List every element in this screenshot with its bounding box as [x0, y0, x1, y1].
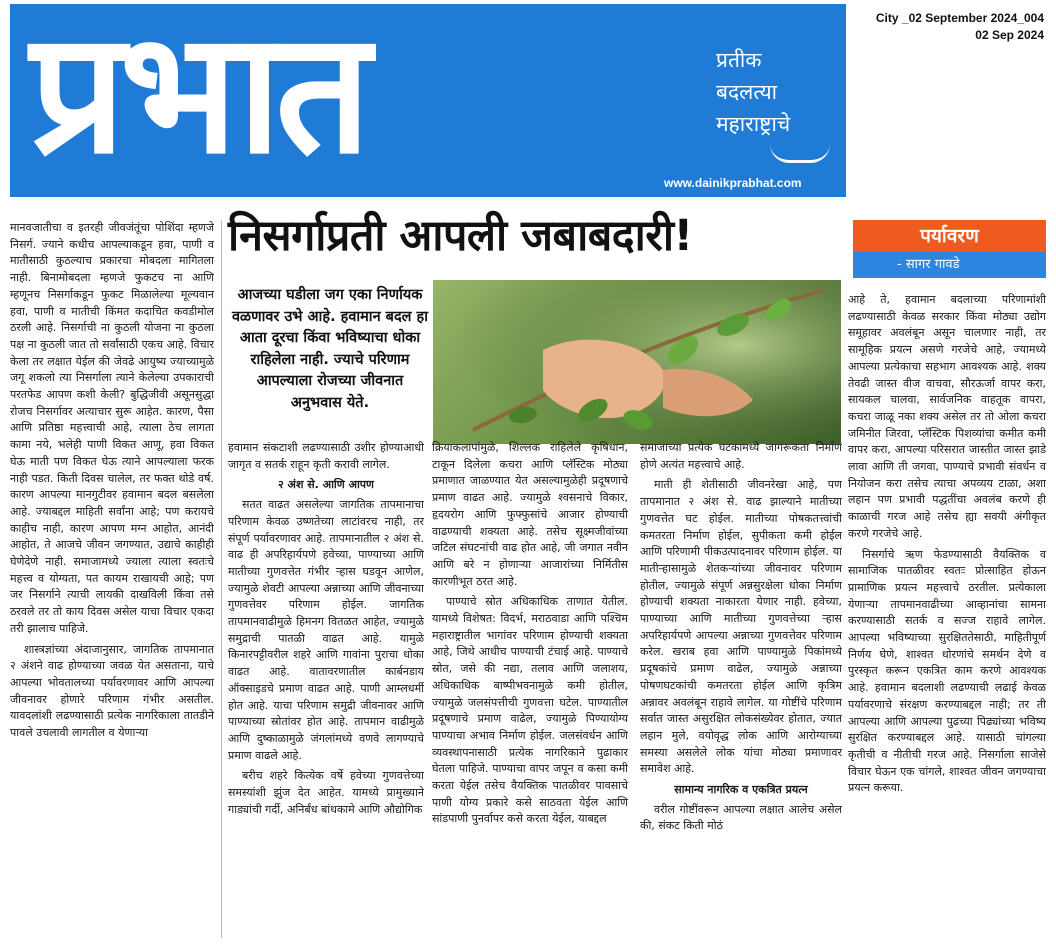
article-column-2	[228, 440, 424, 938]
col1-paragraph-1: मानवजातीचा व इतरही जीवजंतूंचा पोशिंदा म्हणजे निसर्ग. ज्याने कधीच आपल्याकडून हवा, पाणी व मातीसाठी कुठल्याच प्रकारचा मोबदला मागितला नाही. बिनामोबदला म्हणजे फुकटच ना आणि म्हणूनच निसर्गाकडून फुकट मिळालेल्या मूल्यवान हवा, पाणी व मातीची किंमत कदाचित कवडीमोल ठरली आहे. निसर्गाची ना कुठली योजना ना कुठला पक्ष ना कुठली जात तो सर्वांसाठी एकच आहे. विचार केला तर लक्षात येईल की जेवढे आयुष्य ज्याच्यामुळे जगू शकलो त्या निसर्गाला त्याने केलेल्या उपकाराची परतफेड आपण कशी केली? बुद्धिजीवी असूनसुद्धा रोजच निसर्गावर अत्याचार सुरू आहेत. कारण, पैसा आणि प्रतिष्ठा महत्त्वाची आहे, त्याला ठेच लागता कामा नये, भलेही पाणी विकत आणू, हवा विकत घेऊ माती पण विकत घेऊ त्याने आपल्याला फरक नाही पडत. किती दिवस चालेल, तर फक्त थोडे वर्ष. कारण आपल्या मानगुटीवर हवामान बदल बसलेला आहे. ज्याबद्दल माहिती सर्वांना आहे; पण करायचे काहीच नाही, कारण आपण मग्न आहोत, आनंदी आहोत, ते आजचे जीवन जगण्यात, उद्याचे काहीही घेणेदेणे नाही. समाजामध्ये ज्याला त्याला स्वतःचे महत्त्व व योग्यता, पत कायम राखायची आहे; पण जर निसर्गाने त्याची लायकी दाखविली किंवा तसे ठरवले तर तो काय दिवस असेल याचा विचार एकदा तरी झालाच पाहिजे.	[10, 221, 214, 635]
masthead-tagline	[716, 44, 790, 140]
col2-subheading: २ अंश से. आणि आपण	[277, 478, 375, 492]
article-column-5	[848, 292, 1046, 938]
column-divider	[221, 220, 222, 938]
article-intro: आजच्या घडीला जग एका निर्णायक वळणावर उभे आहे. हवामान बदल हा आता दूरचा किंवा भविष्याचा धोका राहिलेला नाही. ज्याचे परिणाम आपल्याला रोजच्या जीवनात अनुभवास येते.	[232, 287, 428, 411]
masthead	[10, 4, 846, 197]
tagline-line-3: महाराष्ट्राचे	[716, 112, 791, 136]
tagline-line-1: प्रतीक	[716, 48, 762, 72]
col4-paragraph-3: वरील गोष्टींवरून आपल्या लक्षात आलेच असेल की, संकट किती मोठं	[640, 802, 842, 833]
article-column-4	[640, 440, 842, 938]
article-headline: निसर्गाप्रती आपली जबाबदारी!	[228, 211, 693, 261]
tagline-line-2: बदलत्या	[716, 80, 778, 104]
article-photo	[433, 280, 841, 444]
section-label: पर्यावरण	[853, 220, 1046, 252]
col1-paragraph-2: शास्त्रज्ञांच्या अंदाजानुसार, जागतिक तापमानात २ अंशने वाढ होण्याच्या जवळ येत असताना, याचे आपल्या भोवतालच्या पर्यावरणावर आणि आपल्या जीवनावर होणारे परिणाम गंभीर असतील. यावदलांशी लढण्यासाठी प्रत्येक नागरिकाला तातडीने पावले उचलावी लागतील व येणाऱ्या	[10, 642, 214, 740]
author-byline: - सागर गावडे	[853, 252, 1046, 278]
col5-paragraph-1: आहे ते, हवामान बदलाच्या परिणामांशी लढण्यासाठी केवळ सरकार किंवा मोठ्या उद्योग समूहावर अवलंबून असून चालणार नाही, तर सामूहिक प्रयत्न असणे गरजेचे आहे, ज्यामध्ये आपल्या प्रत्येकाचा सहभाग आवश्यक आहे. शक्य तेवढी जास्त वीज वाचवा, सौरऊर्जा वापर करा, सायकल चालवा, सार्वजनिक वाहतूक वापरा, कचरा जाळू नका शक्य असेल तर तो ओला कचरा जमिनीत जिरवा, प्लॅस्टिक पिशव्यांचा कमीत कमी वापर करा, आपल्या परिसरात जास्तीत जास्त झाडे लावा आणि ती जगवा, पाण्याचे प्रभावी संवर्धन व नियोजन करा तसेच त्याचा अपव्यय टाळा, अशा लहान पण प्रभावी पद्धतींचा अवलंब करणे ही काळाची गरज आहे तसेच ह्या सवयी अंगीकृत करणे गरजेचे आहे.	[848, 293, 1046, 540]
col2-paragraph-3: बरीच शहरे कित्येक वर्षे हवेच्या गुणवत्तेच्या समस्यांशी झुंज देत आहेत. यामध्ये प्रामुख्याने गाड्यांची गर्दी, अनिर्बंध बांधकामे आणि औद्योगिक	[228, 769, 424, 816]
swoosh-decoration	[770, 144, 830, 163]
hand-holding-twig-illustration	[433, 280, 841, 444]
article-column-3	[432, 440, 628, 938]
col2-paragraph-1: हवामान संकटाशी लढण्यासाठी उशीर होण्याआधी जागृत व सतर्क राहून कृती करावी लागेल.	[228, 441, 424, 471]
col3-paragraph-2: पाण्याचे स्रोत अधिकाधिक ताणात येतील. यामध्ये विशेषत: विदर्भ, मराठवाडा आणि पश्चिम महाराष्ट्रातील भागांवर परिणाम होण्याची शक्यता आहे, जिथे आधीच पाण्याची टंचाई आहे. पाण्याचे स्रोत, जसे की नद्या, तलाव आणि जलाशय, अधिकाधिक बाष्पीभवनामुळे कमी होतील, ज्यामुळे जलसंपत्तीची गुणवत्ता घटेल. पाण्यातील प्रदूषणाचे प्रमाण वाढेल, ज्यामुळे पिण्यायोग्य पाण्याचा अभाव निर्माण होईल. जलसंवर्धन आणि व्यवस्थापनासाठी प्रत्येक नागरिकाने पुढाकार घेतला पाहिजे. पाण्याचा वापर जपून व कसा कमी करता येईल तसेच वैयक्तिक पातळीवर पावसाचे पाणी योग्य प्रकारे कसे साठवता येईल आणि सांडपाणी पुनर्वापर कसे करता येईल, याबद्दल	[432, 595, 628, 826]
edition-label: City _02 September 2024_004	[875, 11, 1044, 25]
col5-paragraph-2: निसर्गाचे ऋण फेडण्यासाठी वैयक्तिक व सामाजिक पातळीवर स्वतःः प्रोत्साहित होऊन प्रामाणिक प्रयत्न महत्त्वाचे ठरतील. प्रत्येकाला येणाऱ्या तापमानवाढीच्या आव्हानांचा सामना करण्यासाठी सतर्क व सज्ज राहावे लागेल. आपल्या भविष्याच्या सुरक्षिततेसाठी, माहितीपूर्ण निर्णय घेणे, शाश्वत धोरणांचे समर्थन देणे व पुरस्कृत करून एकत्रित काम करणे आवश्यक आहे. हवामान बदलाशी लढण्याची लढाई केवळ पर्यावरणाचे संरक्षण करण्याबद्दल नाही; तर ती आपल्या आणि आपल्या पुढच्या पिढ्यांच्या भविष्य सुरक्षित करण्याबद्दल आहे. यासाठी चांगल्या कृतीची व नीतीची गरज आहे. निसर्गाला साजेसे विचार घेऊन एक चांगले, शाश्वत जीवन जगण्याचा प्रयत्न करूया.	[848, 547, 1046, 795]
col4-paragraph-1: समाजाच्या प्रत्येक घटकामध्ये जागरूकता निर्माण होणे अत्यंत महत्त्वाचे आहे.	[640, 441, 842, 471]
col2-paragraph-2: सतत वाढत असलेल्या जागतिक तापमानाचा परिणाम केवळ उष्णतेच्या लाटांवरच नाही, तर संपूर्ण पर्यावरणावर आहे. तापमानातील २ अंश से. वाढ ही अपरिहार्यपणे हवेच्या, पाण्याच्या आणि मातीच्या गुणवत्तेत गंभीर ऱ्हास घडवून आणेल, ज्यामुळे शेवटी आपल्या अन्नाच्या आणि जीवनाच्या गुणवत्तेवर परिणाम होईल. जागतिक तापमानवाढीमुळे हिमनग वितळत आहेत, ज्यामुळे समुद्राची पातळी वाढत आहे. यामुळे किनारपट्टीवरील शहरे आणि गावांना पुराचा धोका वाढत आहे. वातावरणातील कार्बनडाय ऑक्साइडचे प्रमाण वाढत आहे. पाणी आम्लधर्मी होत आहे. याचा परिणाम समुद्री जीवनावर आणि पाण्याच्या स्रोतांवर होत आहे. तापमान वाढीमुळे आणि दुष्काळामुळे जंगलांमध्ये वणवे लागण्याचे प्रमाण वाढले आहे.	[228, 498, 424, 762]
website-url: www.dainikprabhat.com	[664, 176, 802, 190]
col3-paragraph-1: क्रियाकलापांमुळे, शिल्लक राहिलेले कृषिधान, टाकून दिलेला कचरा आणि प्लॅस्टिक मोठ्या प्रमाणात जाळण्यात येत असल्यामुळेही प्रदूषणाचे प्रमाण वाढत आहे. ज्यामुळे श्वसनाचे विकार, हृदयरोग आणि फुफ्फुसांचे आजार होण्याची वाढण्याची शक्यता आहे. तसेच सूक्ष्मजीवांच्या जटिल संघटनांची वाढ होत आहे, जी जगात नवीन आणि बरे न होणाऱ्या आजारांच्या निर्मितीस कारणीभूत ठरत आहे.	[432, 441, 628, 588]
col4-subheading: सामान्य नागरिक व एकत्रित प्रयत्न	[674, 783, 808, 797]
edition-meta	[876, 10, 1044, 44]
newspaper-logo: प्रभात	[30, 4, 365, 191]
edition-date: 02 Sep 2024	[975, 28, 1044, 42]
col4-paragraph-2: माती ही शेतीसाठी जीवनरेखा आहे, पण तापमानात २ अंश से. वाढ झाल्याने मातीच्या गुणवत्तेत घट होईल. मातीच्या पोषकतत्त्वांची कमतरता निर्माण होईल, सुपीकता कमी होईल आणि परिणामी पीकउत्पादनावर परिणाम होईल. या मातीऱ्हासामुळे शेतकऱ्यांच्या जीवनावर परिणाम होतील, ज्यामुळे संपूर्ण अन्नसुरक्षेला धोका निर्माण होण्याची शक्यता नाकारता येणार नाही. हवेच्या, पाण्याच्या आणि मातीच्या गुणवत्तेच्या ऱ्हास अपरिहार्यपणे आपल्या अन्नाच्या गुणवत्तेवर परिणाम करेल. खराब हवा आणि पाण्यामुळे पिकांमध्ये प्रदूषकांचे प्रमाण वाढेल, ज्यामुळे अन्नाच्या पोषणघटकांची कमतरता होईल आणि कृत्रिम अन्नावर अवलंबून राहावे लागेल. या गोष्टींचे परिणाम सर्वात जास्त असुरक्षित लोकसंख्येवर होतात, ज्यात लहान मुले, वयोवृद्ध लोक आणि आरोग्याच्या समस्या असलेले लोक यांचा मोठ्या प्रमाणावर समावेश आहे.	[640, 478, 842, 776]
section-tag	[853, 220, 1046, 278]
article-column-1	[10, 220, 214, 938]
